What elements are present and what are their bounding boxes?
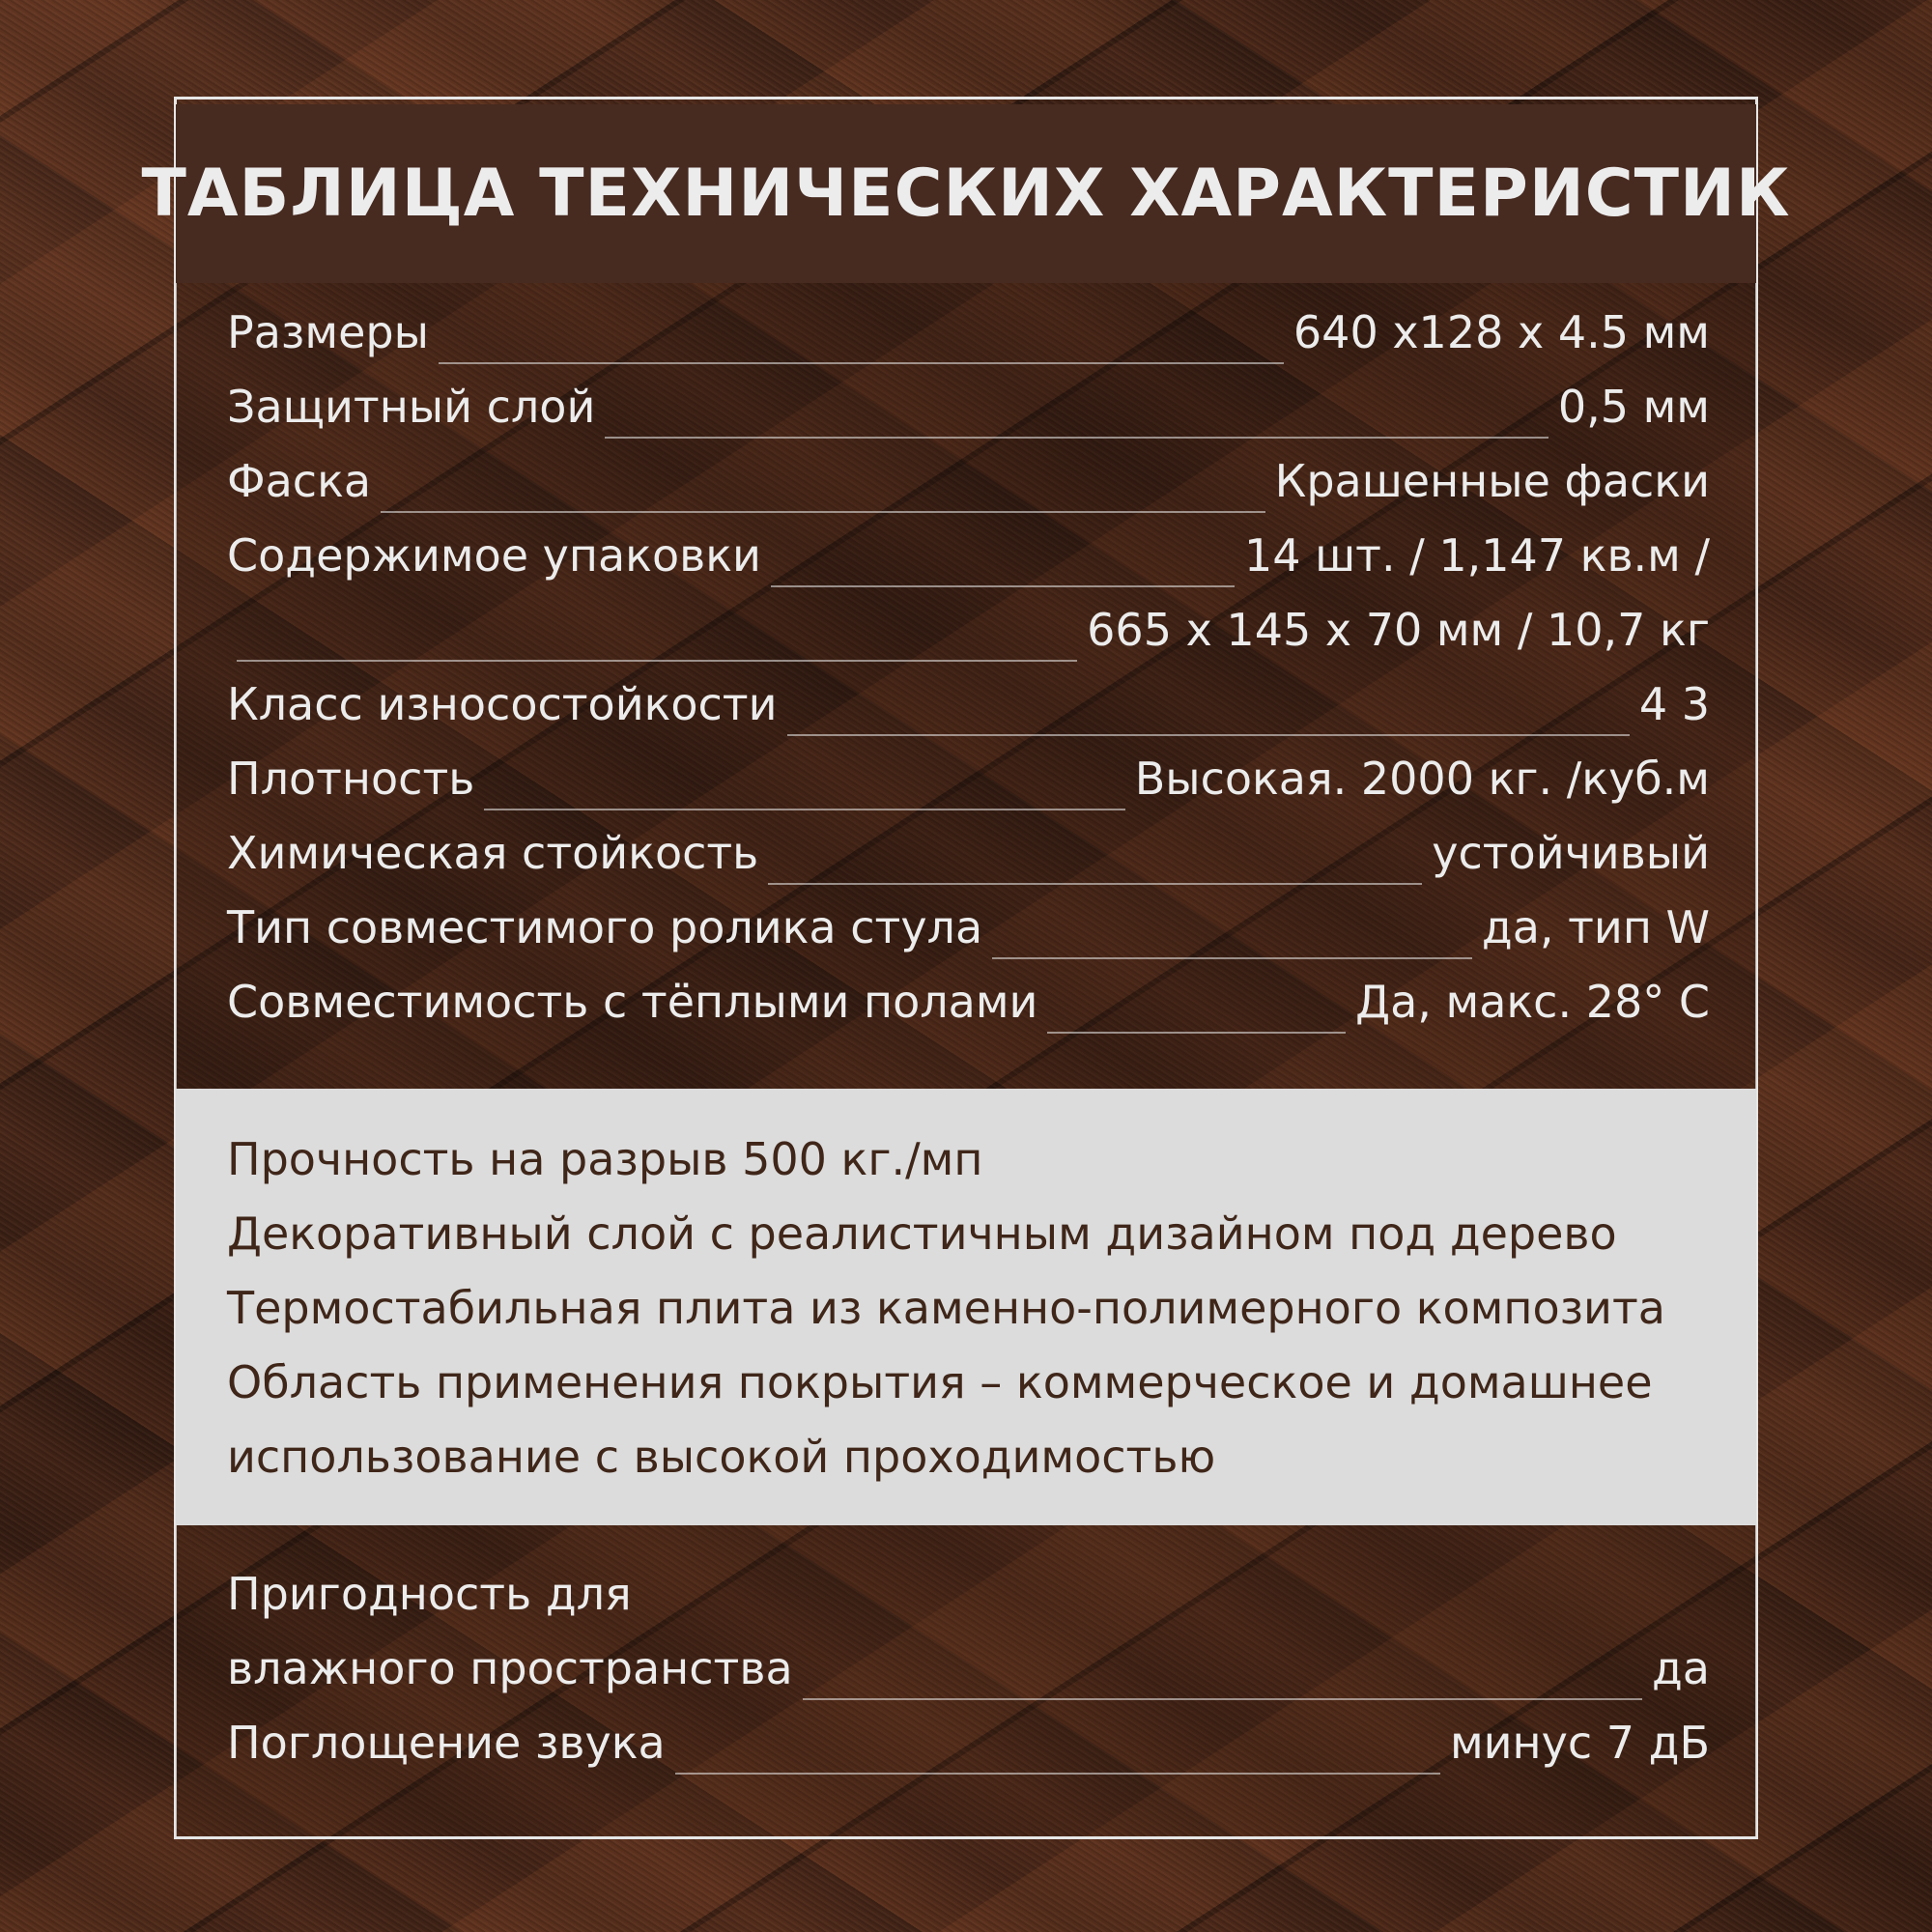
leader-line [439, 362, 1284, 364]
spec-row-underfloor-heating [227, 976, 1710, 1049]
spec-row-wear-class [227, 678, 1710, 752]
leader-line [1047, 1032, 1346, 1034]
moisture-label-line1-row [227, 1568, 1710, 1641]
spec-row-chair-caster [227, 901, 1710, 975]
spec-row-protective-layer [227, 381, 1710, 454]
leader-line [787, 734, 1630, 736]
leader-line [992, 957, 1472, 959]
spec-row-package-contents [227, 529, 1710, 603]
moisture-label: Пригодность для [227, 1568, 632, 1620]
spec-value: 14 шт. / 1,147 кв.м / [1243, 529, 1710, 582]
spec-value: Высокая. 2000 кг. /куб.м [1134, 753, 1710, 805]
spec-value: 0,5 мм [1557, 381, 1710, 433]
spec-label: Тип совместимого ролика стула [227, 901, 983, 953]
spec-label: Химическая стойкость [227, 827, 759, 879]
feature-item: Прочность на разрыв 500 кг./мп [227, 1133, 983, 1185]
spec-label: Поглощение звука [227, 1717, 666, 1769]
spec-label: влажного пространства [227, 1642, 793, 1694]
page-title: ТАБЛИЦА ТЕХНИЧЕСКИХ ХАРАКТЕРИСТИК [141, 156, 1791, 232]
feature-item: Термостабильная плита из каменно-полимерного композита [227, 1282, 1665, 1334]
spec-label: Фаска [227, 455, 372, 507]
feature-item: Область применения покрытия – коммерческое и домашнее [227, 1356, 1653, 1408]
leader-line [484, 809, 1124, 810]
spec-value: 4 3 [1638, 678, 1710, 730]
spec-value: да [1652, 1642, 1710, 1694]
leader-line [237, 660, 1077, 662]
spec-row-sound-absorption [227, 1717, 1710, 1790]
spec-row-moisture [227, 1642, 1710, 1716]
spec-label: Плотность [227, 753, 475, 805]
spec-label: Класс износостойкости [227, 678, 778, 730]
leader-line [803, 1698, 1642, 1700]
spec-row-bevel [227, 455, 1710, 528]
feature-item: Декоративный слой с реалистичным дизайном под дерево [227, 1208, 1617, 1260]
spec-value: 640 x128 x 4.5 мм [1293, 306, 1710, 358]
spec-value: устойчивый [1432, 827, 1710, 879]
spec-label: Совместимость с тёплыми полами [227, 976, 1038, 1028]
spec-row-package-contents-continued [227, 604, 1710, 677]
spec-value: да, тип W [1481, 901, 1710, 953]
spec-label: Содержимое упаковки [227, 529, 761, 582]
spec-value: Крашенные фаски [1274, 455, 1710, 507]
spec-value: минус 7 дБ [1449, 1717, 1710, 1769]
spec-value: Да, макс. 28° С [1355, 976, 1710, 1028]
leader-line [605, 437, 1548, 439]
leader-line [771, 585, 1235, 587]
spec-row-dimensions [227, 306, 1710, 380]
leader-line [768, 883, 1422, 885]
leader-line [675, 1773, 1440, 1775]
spec-row-density [227, 753, 1710, 826]
leader-line [381, 511, 1265, 513]
spec-label: Размеры [227, 306, 429, 358]
spec-row-chemical-resistance [227, 827, 1710, 900]
feature-item: использование с высокой проходимостью [227, 1431, 1216, 1483]
spec-value: 665 x 145 x 70 мм / 10,7 кг [1087, 604, 1710, 656]
spec-label: Защитный слой [227, 381, 596, 433]
